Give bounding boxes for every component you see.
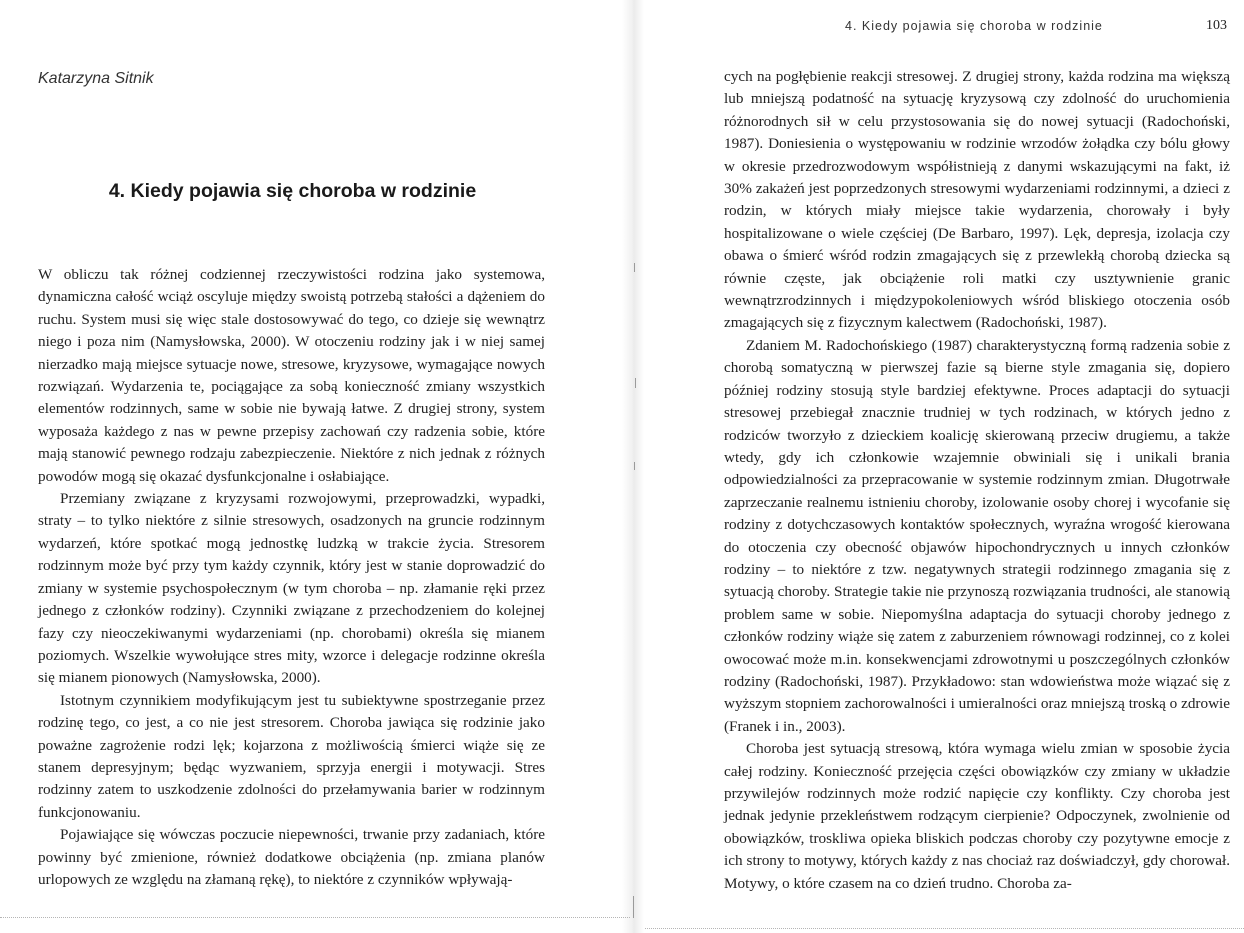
left-body-text xyxy=(38,264,545,891)
scan-edge-line xyxy=(0,917,630,919)
gutter-mark xyxy=(635,378,636,388)
paragraph: Choroba jest sytuacją stresową, która wymaga wielu zmian w sposobie życia całej rodziny. Konieczność przejęcia części obowiązków czy zmiany w układzie przywilejów rodzinnych może rodzić napięcie czy konflikty. Czy choroba jest jednak jedynie przekleństwem rodzącym cierpienie? Odpoczynek, zwolnienie od obowiązków, troskliwa opieka bliskich podczas choroby czy pozytywne emocje z ich strony to motywy, których każdy z nas chociaż raz doświadczył, gdy chorował. Motywy, o które czasem na co dzień trudno. Choroba za- xyxy=(724,740,1230,892)
author-name: Katarzyna Sitnik xyxy=(38,70,154,87)
running-head: 4. Kiedy pojawia się choroba w rodzinie xyxy=(845,19,1103,33)
book-gutter xyxy=(622,0,644,933)
gutter-mark xyxy=(634,462,635,470)
scan-edge-line xyxy=(645,928,1244,930)
page-number: 103 xyxy=(1206,18,1227,33)
chapter-title: 4. Kiedy pojawia się choroba w rodzinie xyxy=(108,180,477,202)
paragraph: Zdaniem M. Radochońskiego (1987) charakterystyczną formą radzenia sobie z chorobą somatyczną w pierwszej fazie są bierne style zmagania się, dopiero później rodziny stosują style bardziej efektywne. Proces adaptacji do sytuacji stresowej przebiegał znacznie trudniej w tych rodzinach, w których jedno z rodziców tworzyło z dzieckiem koalicję skierowaną przeciw drugiemu, a także wtedy, gdy ich członkowie wzajemnie obwiniali się i unikali brania odpowiedzialności za przepracowanie w systemie rodzinnym zmian. Długotrwałe zaprzeczanie realnemu istnieniu choroby, izolowanie osoby chorej i wycofanie się rodziny z dotychczasowych kontaktów społecznych, wyraźna wrogość kierowana do otoczenia czy obecność objawów hipochondrycznych u innych członków rodziny – to niektóre z tzw. negatywnych strategii rodzinnego zmagania się z sytuacją choroby. Strategie takie nie przynoszą rozwiązania trudności, ale stanowią problem same w sobie. Niepomyślna adaptacja do sytuacji choroby jednego z członków rodziny wiąże się zatem z zaburzeniem równowagi rodzinnej, co z kolei owocować może m.in. konsekwencjami zdrowotnymi u poszczególnych członków rodziny (Radochoński, 1987). Przykładowo: stan wdowieństwa może wiązać się z wyższym stopniem zachorowalności i umieralności oraz mniejszą troską o zdrowie (Franek i in., 2003). xyxy=(724,336,1230,735)
paragraph: W obliczu tak różnej codziennej rzeczywistości rodzina jako systemowa, dynamiczna całość wciąż oscyluje między swoistą potrzebą stałości a dążeniem do ruchu. System musi się więc stale dostosowywać do tego, co dzieje się wewnątrz niego i poza nim (Namysłowska, 2000). W otoczeniu rodziny jak i w niej samej nierzadko mają miejsce sytuacje nowe, stresowe, kryzysowe, wymagające nowych rozwiązań. Wydarzenia te, pociągające za sobą konieczność zmiany wszystkich elementów rodzinnych, same w sobie nie bywają łatwe. Z drugiej strony, system wyposaża każdego z nas w pewne przepisy zachowań czy radzenia sobie, które mają stanowić pewnego rodzaju zabezpieczenie. Niektóre z nich jednak z różnych powodów mogą się okazać dysfunkcjonalne i osłabiające. xyxy=(38,266,545,485)
paragraph: cych na pogłębienie reakcji stresowej. Z drugiej strony, każda rodzina ma większą lub mniejszą podatność na sytuację kryzysową czy zdolność do uruchomienia różnorodnych sił w celu przystosowania się do nowej sytuacji (Radochoński, 1987). Doniesienia o występowaniu w rodzinie wrzodów żołądka czy bólu głowy w okresie przedrozwodowym współistnieją z danymi wskazującymi na fakt, iż 30% zakażeń jest poprzedzonych stresowymi wydarzeniami rodzinnymi, a dzieci z rodzin, w których miały miejsce takie wydarzenia, chorowały i były hospitalizowane o wiele częściej (De Barbaro, 1997). Lęk, depresja, izolacja czy obawa o śmierć wśród rodzin zmagających się z przewlekłą chorobą dziecka są równie częste, jak obciążenie roli matki czy usztywnienie granic wewnątrzrodzinnych i międzypokoleniowych wśród bliskiego otoczenia osób zmagających się z fizycznym kalectwem (Radochoński, 1987). xyxy=(724,68,1230,332)
gutter-mark xyxy=(634,263,635,272)
right-body-text xyxy=(724,66,1230,895)
paragraph: Przemiany związane z kryzysami rozwojowymi, przeprowadzki, wypadki, straty – to tylko niektóre z silnie stresowych, osadzonych na gruncie rodzinnym wydarzeń, które spotkać mogą jednostkę ludzką w trakcie życia. Stresorem rodzinnym może być przy tym każdy czynnik, który jest w stanie doprowadzić do zmiany w systemie psychospołecznym (w tym choroba – np. złamanie ręki przez jednego z członków rodziny). Czynniki związane z przechodzeniem do kolejnej fazy czy nieoczekiwanymi wydarzeniami (np. chorobami) określa się mianem poziomych. Wszelkie wywołujące stres mity, wzorce i delegacje rodzinne określa się mianem pionowych (Namysłowska, 2000). xyxy=(38,490,545,687)
paragraph: Istotnym czynnikiem modyfikującym jest tu subiektywne spostrzeganie przez rodzinę tego, co jest, a co nie jest stresorem. Choroba jawiąca się rodzinie jako poważne zagrożenie rodzi lęk; kojarzona z możliwością śmierci wiąże się ze stanem depresyjnym; będąc wyzwaniem, sprzyja energii i motywacji. Stres rodzinny zatem to uszkodzenie zdolności do przełamywania barier w rodzinnym funkcjonowaniu. xyxy=(38,691,545,821)
paragraph: Pojawiające się wówczas poczucie niepewności, trwanie przy zadaniach, które powinny być zmienione, również dodatkowe obciążenia (np. zmiana planów urlopowych ze względu na złamaną rękę), to niektóre z czynników wpływają- xyxy=(38,826,545,888)
gutter-mark xyxy=(633,896,634,918)
